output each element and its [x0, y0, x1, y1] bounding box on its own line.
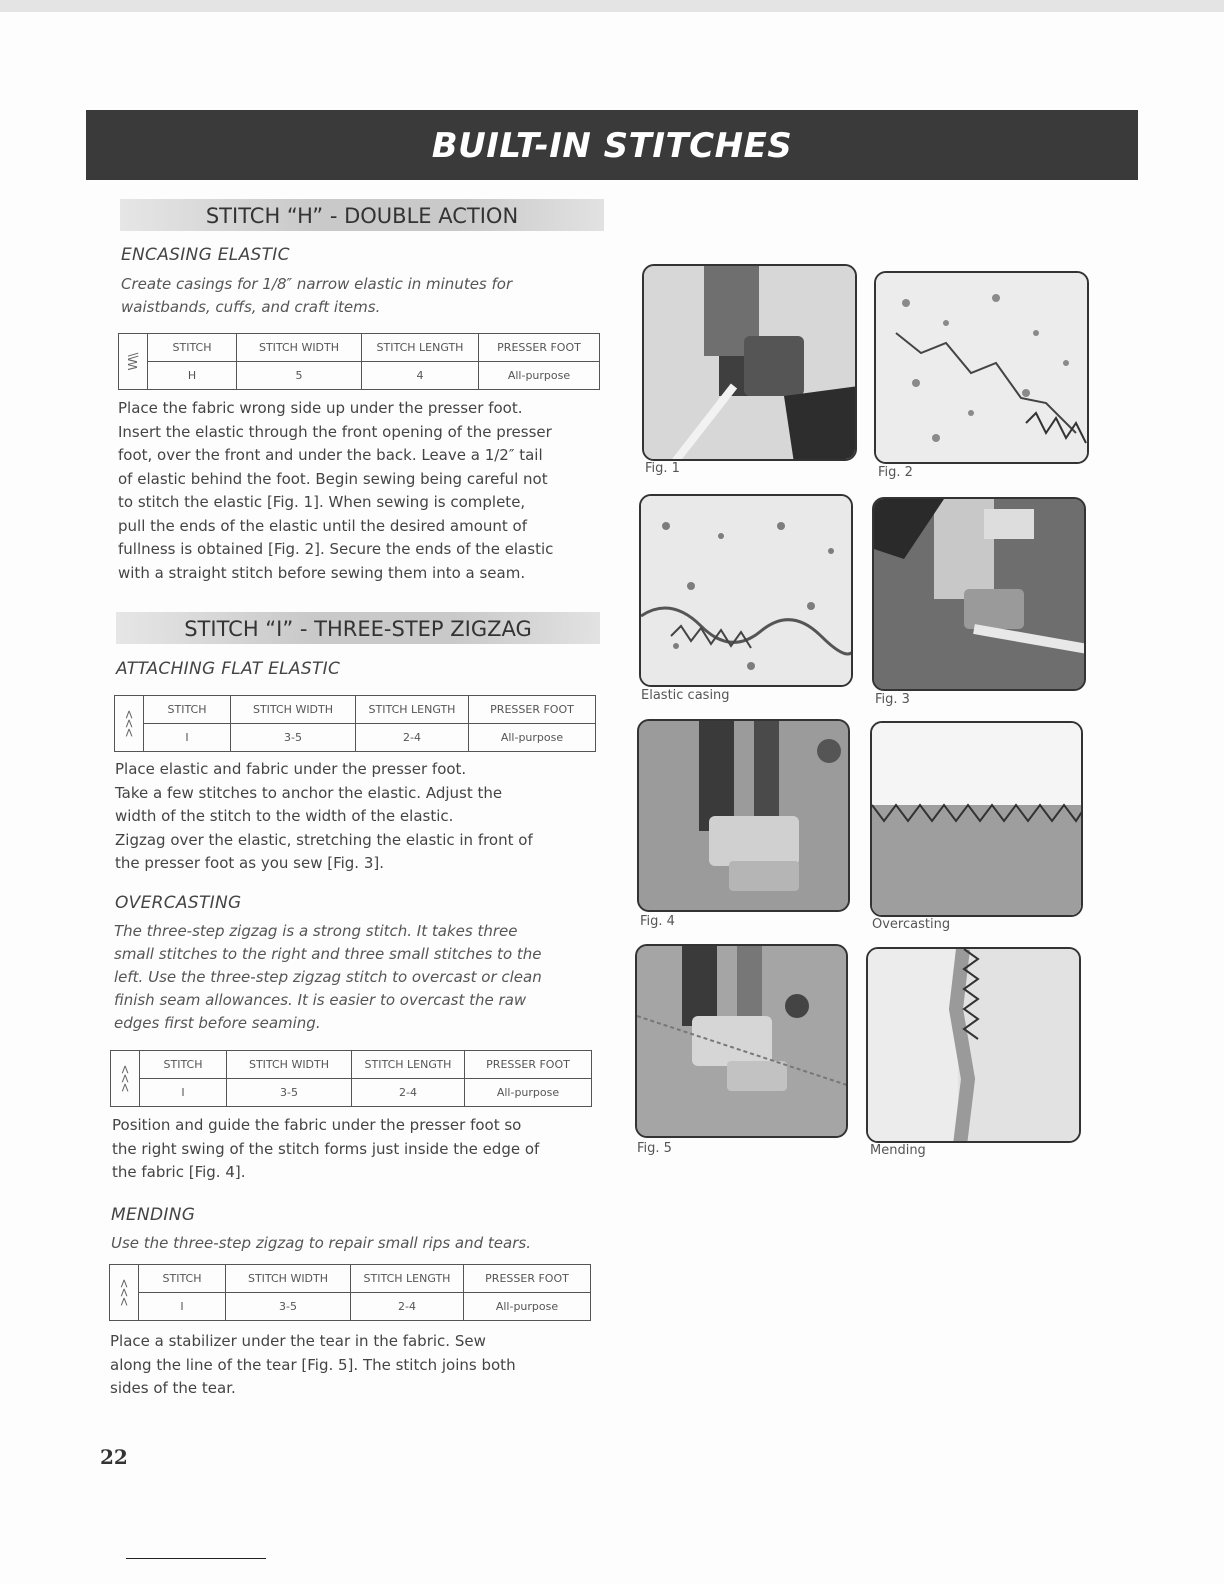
stitch-table-i-attaching: [114, 695, 596, 752]
elastic-casing-illustration: [641, 496, 853, 687]
elastic-casing-caption: Elastic casing: [641, 688, 730, 703]
table-header: STITCH: [144, 696, 231, 724]
stitch-h-icon: W\\: [119, 334, 148, 390]
body-line: with a straight stitch before sewing them into a seam.: [118, 563, 526, 582]
stitch-i-icon: >>>: [111, 1051, 140, 1107]
body-line: pull the ends of the elastic until the desired amount of: [118, 516, 528, 535]
table-header: STITCH: [140, 1051, 227, 1079]
overcasting-photo: [870, 721, 1083, 917]
table-cell: I: [144, 724, 231, 752]
figure-5-photo: [635, 944, 848, 1138]
table-cell: All-purpose: [479, 362, 600, 390]
table-cell: 3-5: [226, 1293, 351, 1321]
section-h-heading: STITCH “H” - DOUBLE ACTION: [120, 199, 604, 231]
mended-tear-illustration: [868, 949, 1081, 1143]
intro-line: left. Use the three-step zigzag stitch to overcast or clean: [114, 968, 542, 986]
elastic-casing-photo: [639, 494, 853, 687]
overcasting-subtitle: OVERCASTING: [115, 893, 242, 913]
figure-2-caption: Fig. 2: [878, 465, 913, 480]
body-line: Place a stabilizer under the tear in the fabric. Sew: [110, 1332, 486, 1350]
body-line: along the line of the tear [Fig. 5]. The stitch joins both: [110, 1355, 516, 1374]
stitch-i-icon: >>>: [115, 696, 144, 752]
page-title: BUILT-IN STITCHES: [431, 126, 793, 166]
gathered-fabric-illustration: [876, 273, 1089, 464]
body-line: Place elastic and fabric under the presser foot.: [115, 760, 467, 778]
table-cell: 2-4: [356, 724, 469, 752]
figure-2-photo: [874, 271, 1089, 464]
intro-line: small stitches to the right and three small stitches to the: [114, 945, 542, 963]
page-top-edge: [0, 0, 1224, 12]
body-line: the right swing of the stitch forms just inside the edge of: [112, 1139, 540, 1158]
mending-presser-foot-illustration: [637, 946, 848, 1138]
body-line: Position and guide the fabric under the presser foot so: [112, 1116, 522, 1134]
mending-body: [110, 1330, 600, 1401]
table-header: STITCH LENGTH: [351, 1265, 464, 1293]
overcast-edge-illustration: [872, 723, 1083, 917]
body-line: the fabric [Fig. 4].: [112, 1163, 246, 1181]
table-header: PRESSER FOOT: [469, 696, 596, 724]
table-cell: 5: [237, 362, 362, 390]
intro-line: edges first before seaming.: [114, 1014, 321, 1032]
table-header: STITCH: [148, 334, 237, 362]
table-cell: H: [148, 362, 237, 390]
body-line: Zigzag over the elastic, stretching the elastic in front of: [115, 830, 533, 849]
figure-4-photo: [637, 719, 850, 912]
stitch-i-icon: >>>: [110, 1265, 139, 1321]
table-header: STITCH WIDTH: [231, 696, 356, 724]
table-cell: 3-5: [231, 724, 356, 752]
body-line: Insert the elastic through the front opening of the presser: [118, 422, 552, 441]
page-number: 22: [100, 1445, 128, 1469]
stitch-table-i-mending: [109, 1264, 591, 1321]
table-cell: All-purpose: [465, 1079, 592, 1107]
encasing-body: [118, 397, 608, 585]
mending-intro: Use the three-step zigzag to repair small rips and tears.: [111, 1234, 531, 1252]
encasing-elastic-subtitle: ENCASING ELASTIC: [121, 245, 290, 265]
table-header: STITCH LENGTH: [356, 696, 469, 724]
attaching-elastic-subtitle: ATTACHING FLAT ELASTIC: [116, 659, 341, 679]
table-cell: All-purpose: [469, 724, 596, 752]
figure-3-photo: [872, 497, 1086, 691]
intro-line: waistbands, cuffs, and craft items.: [121, 298, 381, 316]
overcasting-caption: Overcasting: [872, 917, 951, 932]
body-line: the presser foot as you sew [Fig. 3].: [115, 854, 385, 872]
header-bar: [86, 110, 1138, 180]
body-line: to stitch the elastic [Fig. 1]. When sewing is complete,: [118, 493, 526, 511]
table-header: PRESSER FOOT: [479, 334, 600, 362]
stitch-table-h: [118, 333, 600, 390]
mending-photo: [866, 947, 1081, 1143]
table-cell: I: [139, 1293, 226, 1321]
body-line: Place the fabric wrong side up under the presser foot.: [118, 399, 523, 417]
table-header: STITCH WIDTH: [226, 1265, 351, 1293]
section-i-heading: STITCH “I” - THREE-STEP ZIGZAG: [116, 612, 600, 644]
intro-line: finish seam allowances. It is easier to overcast the raw: [114, 991, 527, 1009]
overcasting-intro: [114, 920, 604, 1035]
overcasting-body: [112, 1114, 602, 1185]
table-header: STITCH WIDTH: [227, 1051, 352, 1079]
body-line: of elastic behind the foot. Begin sewing being careful not: [118, 469, 548, 488]
footer-rule: [126, 1558, 266, 1559]
figure-4-caption: Fig. 4: [640, 914, 675, 929]
body-line: Take a few stitches to anchor the elastic. Adjust the: [115, 783, 503, 802]
body-line: width of the stitch to the width of the elastic.: [115, 807, 454, 825]
body-line: fullness is obtained [Fig. 2]. Secure the ends of the elastic: [118, 540, 554, 558]
table-cell: I: [140, 1079, 227, 1107]
figure-1-photo: [642, 264, 857, 461]
table-cell: 2-4: [351, 1293, 464, 1321]
table-header: STITCH LENGTH: [362, 334, 479, 362]
body-line: sides of the tear.: [110, 1379, 236, 1397]
table-header: PRESSER FOOT: [465, 1051, 592, 1079]
table-header: PRESSER FOOT: [464, 1265, 591, 1293]
table-cell: 2-4: [352, 1079, 465, 1107]
mending-subtitle: MENDING: [111, 1205, 196, 1225]
attaching-elastic-illustration: [874, 499, 1086, 691]
figure-3-caption: Fig. 3: [875, 692, 910, 707]
encasing-intro: [121, 273, 601, 319]
table-header: STITCH: [139, 1265, 226, 1293]
stitch-table-i-overcasting: [110, 1050, 592, 1107]
presser-foot-elastic-illustration: [644, 266, 857, 461]
overcasting-presser-foot-illustration: [639, 721, 850, 912]
table-header: STITCH LENGTH: [352, 1051, 465, 1079]
figure-5-caption: Fig. 5: [637, 1141, 672, 1156]
table-cell: 3-5: [227, 1079, 352, 1107]
intro-line: Create casings for 1/8″ narrow elastic in minutes for: [121, 275, 513, 293]
attaching-body: [115, 758, 605, 876]
mending-caption: Mending: [870, 1143, 926, 1158]
table-cell: All-purpose: [464, 1293, 591, 1321]
table-header: STITCH WIDTH: [237, 334, 362, 362]
body-line: foot, over the front and under the back. Leave a 1/2″ tail: [118, 446, 543, 464]
figure-1-caption: Fig. 1: [645, 461, 680, 476]
intro-line: The three-step zigzag is a strong stitch. It takes three: [114, 922, 518, 940]
table-cell: 4: [362, 362, 479, 390]
